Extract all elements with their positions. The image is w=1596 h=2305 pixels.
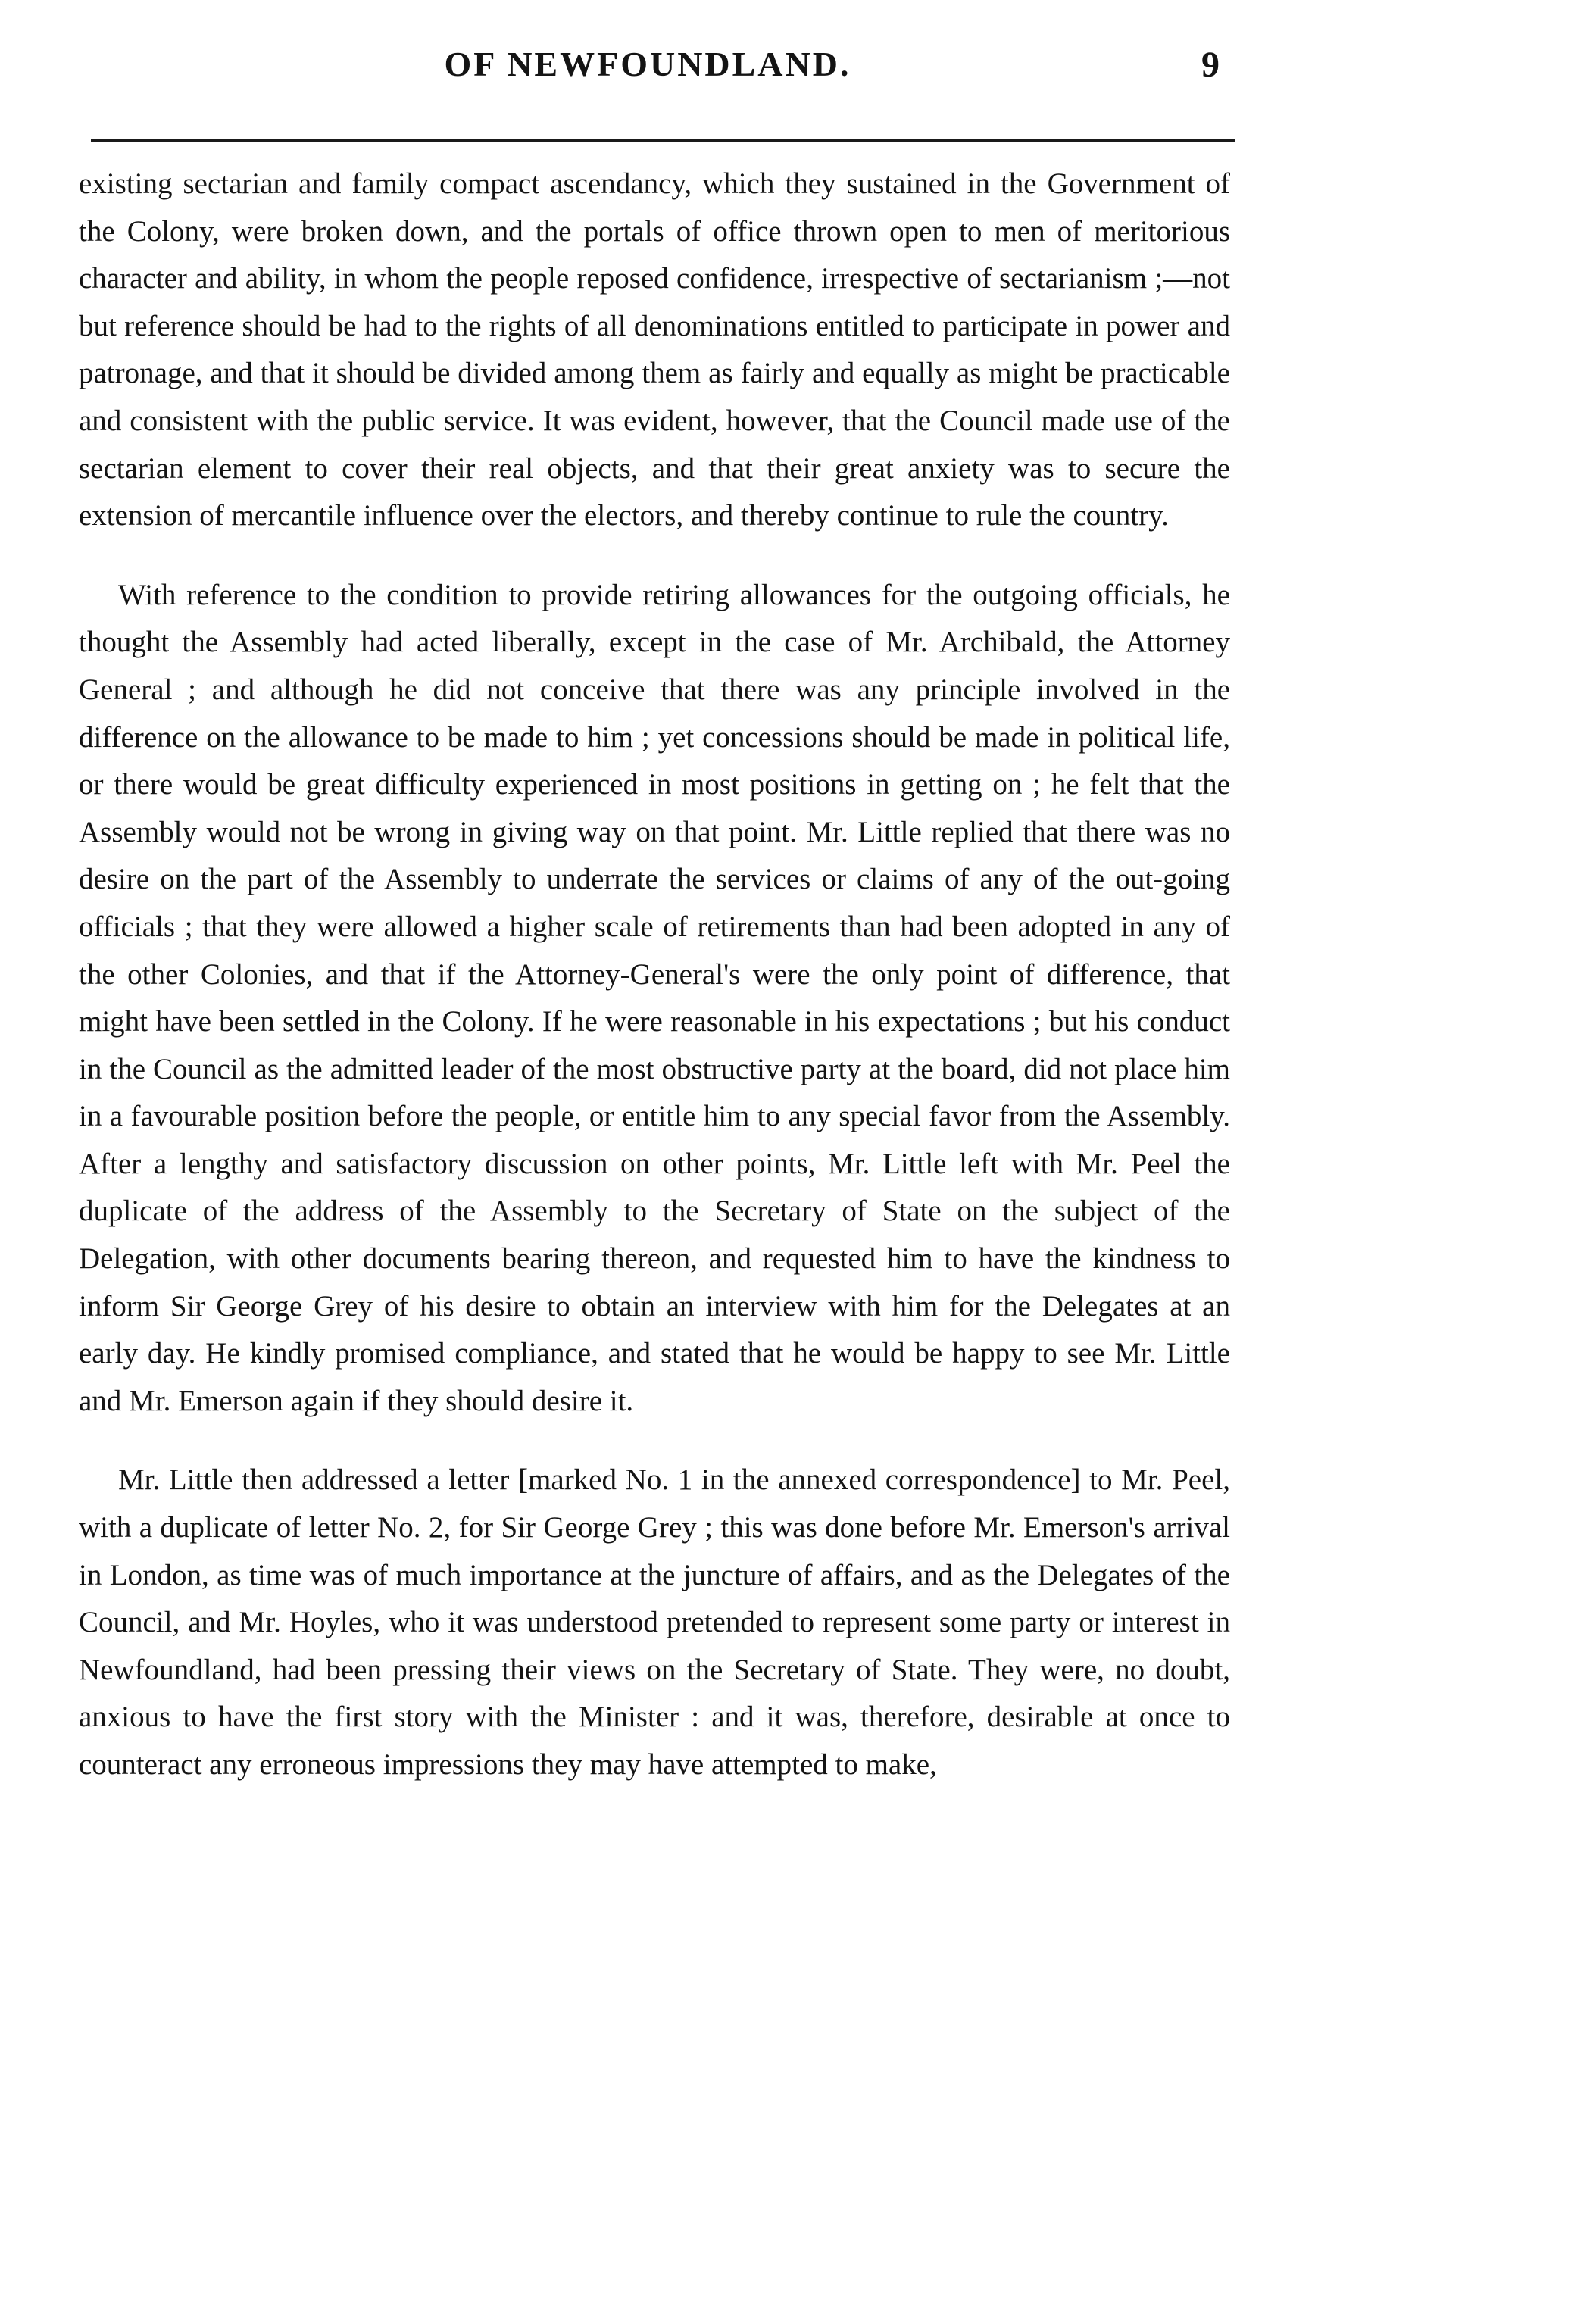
paragraph-text: existing sectarian and family compact ascendancy, which they sustained in the Government of the Colony, were broken down, and the portals of office thrown open to men of meritorious character and ability, in whom the people reposed confidence, irrespective of sectarianism ;—not but reference should be had to the rights of all denominations entitled to participate in power and patronage, and that it should be divided among them as fairly and equally as might be practicable and consistent with the public service. It was evident, however, that the Council made use of the sectarian element to cover their real objects, and that their great anxiety was to secure the extension of mercantile influence over the electors, and thereby continue to rule the country. bbox=[79, 167, 1230, 533]
header-rule bbox=[91, 139, 1235, 142]
paragraph-letter-to-peel bbox=[79, 1457, 1230, 1788]
paragraph-continuation bbox=[79, 161, 1230, 540]
paragraph-retiring-allowances bbox=[79, 572, 1230, 1426]
body-text bbox=[79, 161, 1230, 1789]
running-head bbox=[76, 44, 1220, 97]
paragraph-text: With reference to the condition to provide retiring allowances for the outgoing officials, he thought the Assembly had acted liberally, except in the case of Mr. Archibald, the Attorney General ; and although he did not conceive that there was any principle involved in the difference on the allowance to be made to him ; yet concessions should be made in political life, or there would be great difficulty experienced in most positions in getting on ; he felt that the Assembly would not be wrong in giving way on that point. Mr. Little replied that there was no desire on the part of the Assembly to underrate the services or claims of any of the out-going officials ; that they were allowed a higher scale of retirements than had been adopted in any of the other Colonies, and that if the Attorney-General's were the only point of difference, that might have been settled in the Colony. If he were reasonable in his expectations ; but his conduct in the Council as the admitted leader of the most obstructive party at the board, did not place him in a favourable position before the people, or entitle him to any special favor from the Assembly. After a lengthy and satisfactory discussion on other points, Mr. Little left with Mr. Peel the duplicate of the address of the Assembly to the Secretary of State on the subject of the Delegation, with other documents bearing thereon, and requested him to have the kindness to inform Sir George Grey of his desire to obtain an interview with him for the Delegates at an early day. He kindly promised compliance, and stated that he would be happy to see Mr. Little and Mr. Emerson again if they should desire it. bbox=[79, 578, 1230, 1417]
running-title: OF NEWFOUNDLAND. bbox=[444, 45, 851, 83]
paragraph-text: Mr. Little then addressed a letter [marked No. 1 in the annexed correspondence] to Mr. Peel, with a duplicate of letter No. 2, for Sir George Grey ; this was done before Mr. Emerson's arrival in London, as time was of much importance at the juncture of affairs, and as the Delegates of the Council, and Mr. Hoyles, who it was understood pretended to represent some party or interest in Newfoundland, had been pressing their views on the Secretary of State. They were, no doubt, anxious to have the first story with the Minister : and it was, therefore, desirable at once to counteract any erroneous impressions they may have attempted to make, bbox=[79, 1463, 1230, 1781]
page-number: 9 bbox=[1201, 45, 1220, 85]
